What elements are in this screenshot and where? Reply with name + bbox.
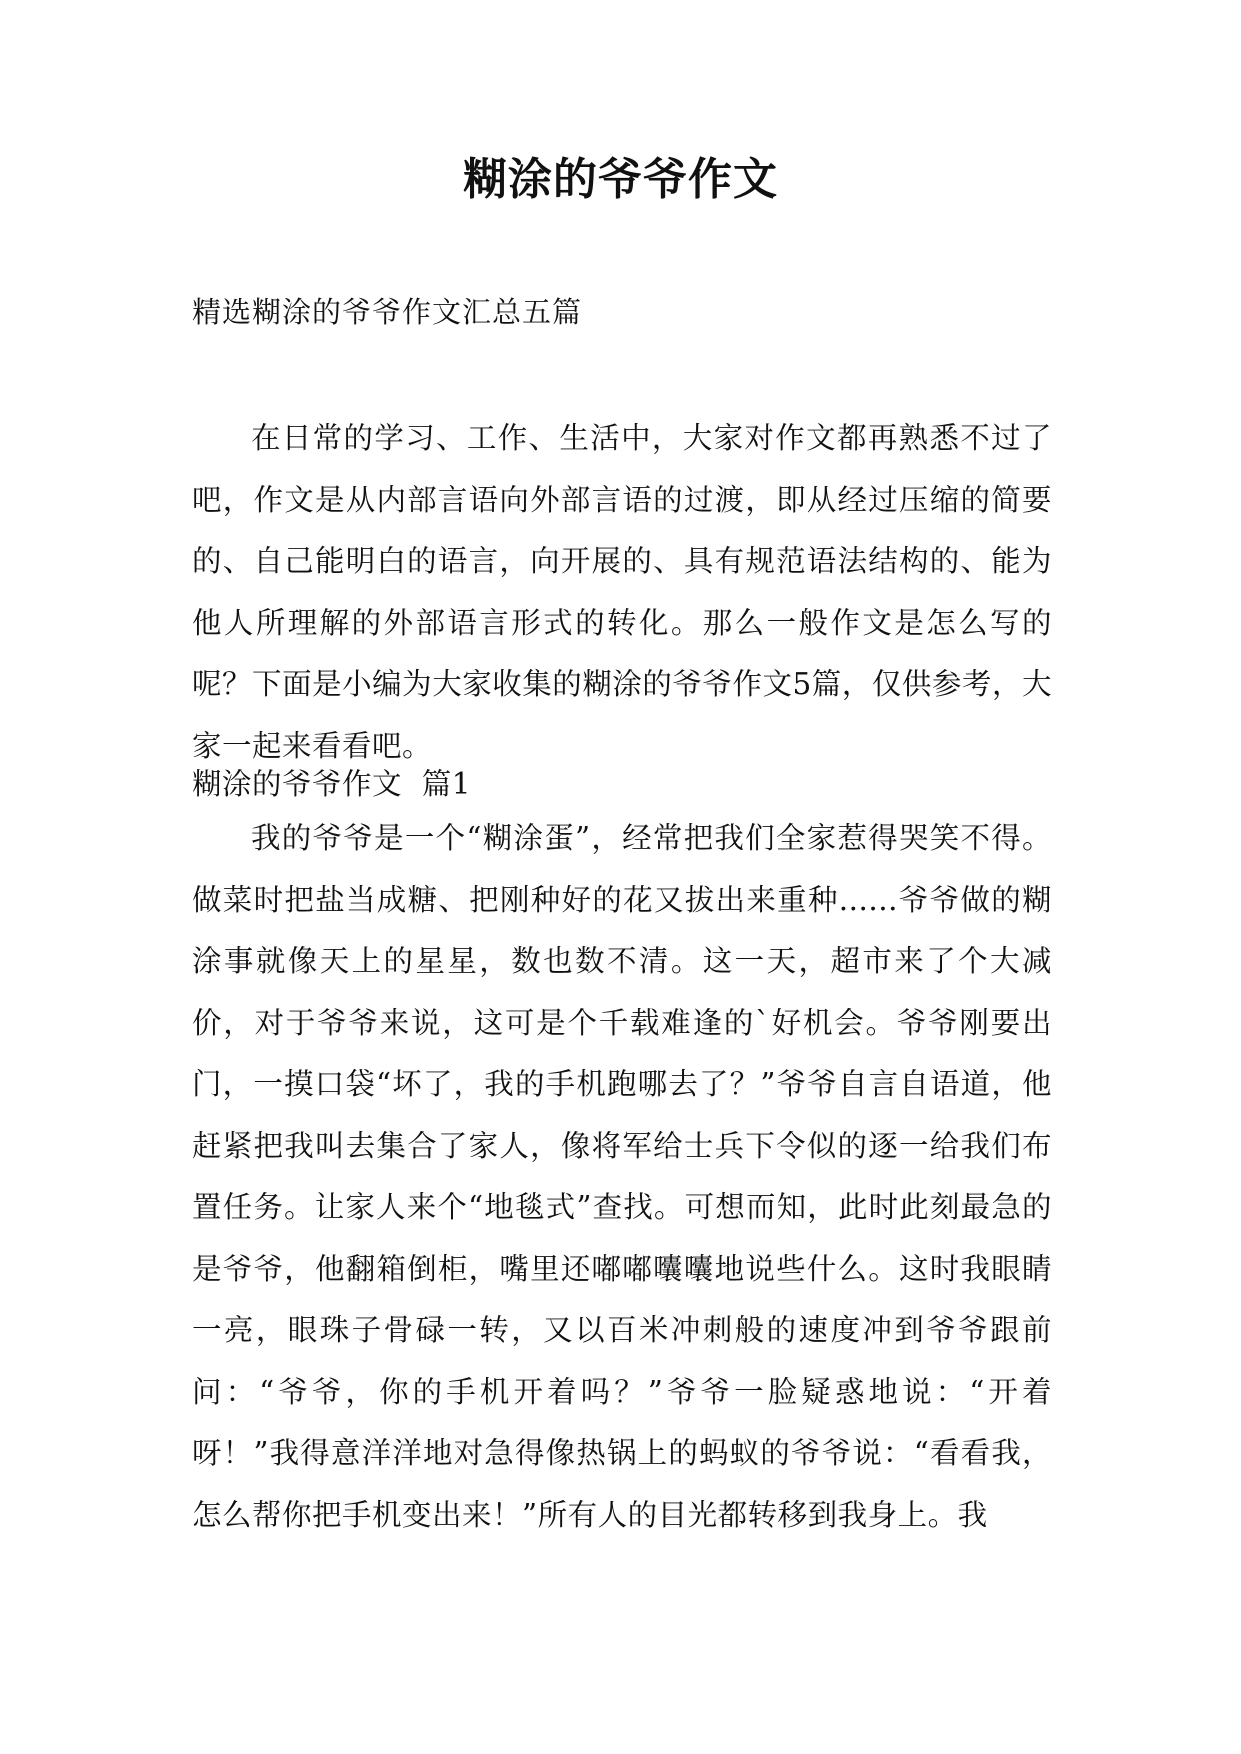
intro-section xyxy=(192,408,1052,777)
document-title: 糊涂的爷爷作文 xyxy=(463,154,778,205)
document-subtitle: 精选糊涂的爷爷作文汇总五篇 xyxy=(192,295,583,329)
section-paragraph: 我的爷爷是一个“糊涂蛋”，经常把我们全家惹得哭笑不得。做菜时把盐当成糖、把刚种好的花又拔出来重种......爷爷做的糊涂事就像天上的星星，数也数不清。这一天，超市来了个大减价，对于爷爷来说，这可是个千载难逢的`好机会。爷爷刚要出门，一摸口袋“坏了，我的手机跑哪去了？”爷爷自言自语道，他赶紧把我叫去集合了家人，像将军给士兵下令似的逐一给我们布置任务。让家人来个“地毯式”查找。可想而知，此时此刻最急的是爷爷，他翻箱倒柜，嘴里还嘟嘟囔囔地说些什么。这时我眼睛一亮，眼珠子骨碌一转，又以百米冲刺般的速度冲到爷爷跟前问：“爷爷，你的手机开着吗？”爷爷一脸疑惑地说：“开着呀！”我得意洋洋地对急得像热锅上的蚂蚁的爷爷说：“看看我，怎么帮你把手机变出来！”所有人的目光都转移到我身上。我 xyxy=(192,821,1052,1532)
section-heading: 糊涂的爷爷作文 篇1 xyxy=(192,767,472,801)
section-body xyxy=(192,808,1052,1546)
intro-paragraph: 在日常的学习、工作、生活中，大家对作文都再熟悉不过了吧，作文是从内部言语向外部言语的过渡，即从经过压缩的简要的、自己能明白的语言，向开展的、具有规范语法结构的、能为他人所理解的外部语言形式的转化。那么一般作文是怎么写的呢？下面是小编为大家收集的糊涂的爷爷作文5篇，仅供参考，大家一起来看看吧。 xyxy=(192,421,1052,763)
